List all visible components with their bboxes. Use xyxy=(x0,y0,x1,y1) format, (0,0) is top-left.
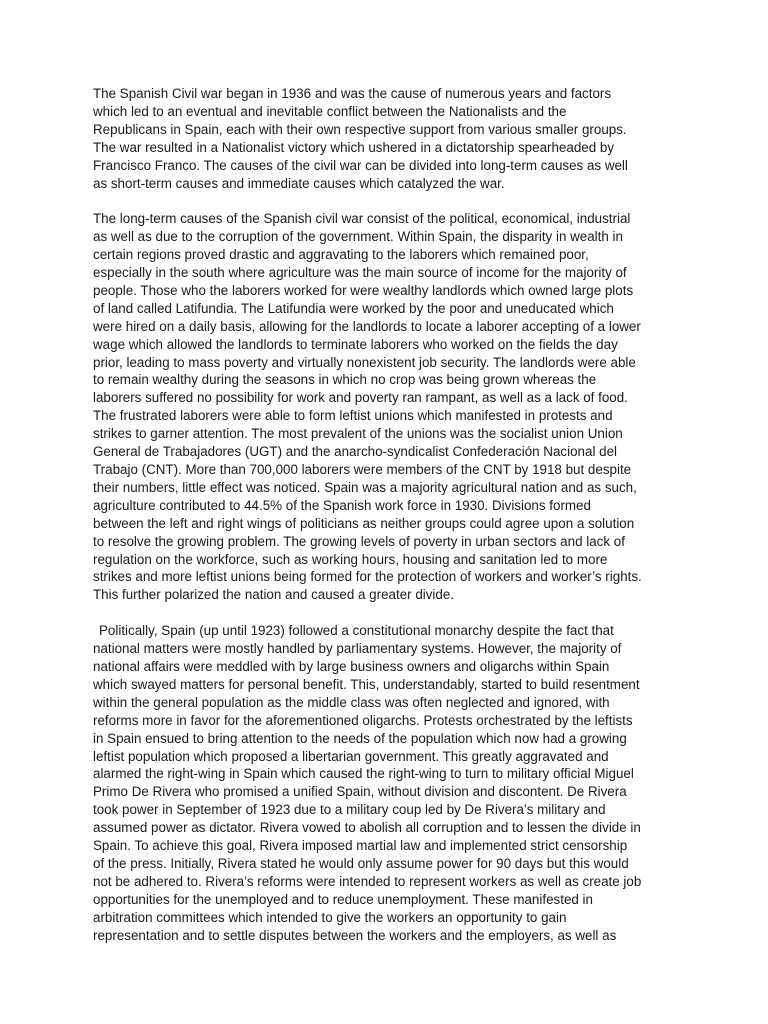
text-line: of the press. Initially, Rivera stated he would only assume power for 90 days but this would xyxy=(93,855,629,871)
text-line: as well as due to the corruption of the government. Within Spain, the disparity in wealth in xyxy=(93,229,623,245)
text-line: regulation on the workforce, such as working hours, housing and sanitation led to more xyxy=(93,551,608,567)
text-line: Republicans in Spain, each with their own respective support from various smaller groups. xyxy=(93,121,627,137)
text-line: were hired on a daily basis, allowing for the landlords to locate a laborer accepting of a lower xyxy=(93,318,641,334)
text-line: their numbers, little effect was noticed. Spain was a majority agricultural nation and as such, xyxy=(93,479,637,495)
text-line: assumed power as dictator. Rivera vowed to abolish all corruption and to lessen the divide in xyxy=(93,820,641,836)
text-line: people. Those who the laborers worked for were wealthy landlords which owned large plots xyxy=(93,282,634,298)
text-line: opportunities for the unemployed and to reduce unemployment. These manifested in xyxy=(93,891,593,907)
text-line: The Spanish Civil war began in 1936 and was the cause of numerous years and factors xyxy=(93,86,612,101)
text-line: This further polarized the nation and caused a greater divide. xyxy=(93,587,455,603)
text-line: in Spain ensued to bring attention to the needs of the population which now had a growing xyxy=(93,730,627,746)
text-line: especially in the south where agriculture was the main source of income for the majority of xyxy=(93,265,627,281)
text-line: The frustrated laborers were able to form leftist unions which manifested in protests and xyxy=(93,408,613,424)
text-line: The long-term causes of the Spanish civil war consist of the political, economical, industrial xyxy=(93,211,631,227)
text-line: of land called Latifundia. The Latifundia were worked by the poor and uneducated which xyxy=(93,300,614,316)
text-line: certain regions proved drastic and aggravating to the laborers which remained poor, xyxy=(93,247,589,263)
text-line: between the left and right wings of politicians as neither groups could agree upon a solution xyxy=(93,515,635,531)
text-line: to resolve the growing problem. The growing levels of poverty in urban sectors and lack of xyxy=(93,533,625,549)
text-line: wage which allowed the landlords to terminate laborers who worked on the fields the day xyxy=(93,336,618,352)
text-line: Trabajo (CNT). More than 700,000 laborers were members of the CNT by 1918 but despite xyxy=(93,462,632,478)
text-line: alarmed the right-wing in Spain which caused the right-wing to turn to military official Miguel xyxy=(93,766,634,782)
text-line: to remain wealthy during the seasons in which no crop was being grown whereas the xyxy=(93,372,597,388)
paragraph-1 xyxy=(93,85,683,192)
text-line: national affairs were meddled with by large business owners and oligarchs within Spain xyxy=(93,658,610,674)
text-line: General de Trabajadores (UGT) and the anarcho-syndicalist Confederación Nacional del xyxy=(93,444,618,460)
paragraph-2 xyxy=(93,210,683,604)
text-line: arbitration committees which intended to give the workers an opportunity to gain xyxy=(93,909,567,925)
text-line: strikes to garner attention. The most prevalent of the unions was the socialist union Union xyxy=(93,426,623,442)
document-body xyxy=(93,85,683,962)
text-line: Francisco Franco. The causes of the civil war can be divided into long-term causes as well xyxy=(93,157,628,173)
text-line: agriculture contributed to 44.5% of the Spanish work force in 1930. Divisions formed xyxy=(93,497,591,513)
text-line: laborers suffered no possibility for work and poverty ran rampant, as well as a lack of food. xyxy=(93,390,628,406)
text-line: strikes and more leftist unions being formed for the protection of workers and worker’s rights. xyxy=(93,569,642,585)
text-line: which led to an eventual and inevitable conflict between the Nationalists and the xyxy=(93,103,567,119)
text-line: The war resulted in a Nationalist victory which ushered in a dictatorship spearheaded by xyxy=(93,139,615,155)
text-line: within the general population as the middle class was often neglected and ignored, with xyxy=(93,694,610,710)
text-line: Spain. To achieve this goal, Rivera imposed martial law and implemented strict censorship xyxy=(93,838,628,854)
text-line: not be adhered to. Rivera’s reforms were intended to represent workers as well as create job xyxy=(93,873,642,889)
paragraph-3 xyxy=(93,622,683,944)
text-line: reforms more in favor for the aforementioned oligarchs. Protests orchestrated by the leftists xyxy=(93,712,633,728)
text-line: as short-term causes and immediate causes which catalyzed the war. xyxy=(93,175,505,191)
text-line: which swayed matters for personal benefit. This, understandably, started to build resentment xyxy=(93,676,640,692)
text-line: prior, leading to mass poverty and virtually nonexistent job security. The landlords were able xyxy=(93,354,636,370)
text-line: leftist population which proposed a libertarian government. This greatly aggravated and xyxy=(93,748,609,764)
text-line: took power in September of 1923 due to a military coup led by De Rivera’s military and xyxy=(93,802,606,818)
text-line: representation and to settle disputes between the workers and the employers, as well as xyxy=(93,927,617,943)
text-line: Politically, Spain (up until 1923) followed a constitutional monarchy despite the fact that xyxy=(99,623,614,639)
text-line: Primo De Rivera who promised a unified Spain, without division and discontent. De Rivera xyxy=(93,784,627,800)
text-line: national matters were mostly handled by parliamentary systems. However, the majority of xyxy=(93,641,622,657)
